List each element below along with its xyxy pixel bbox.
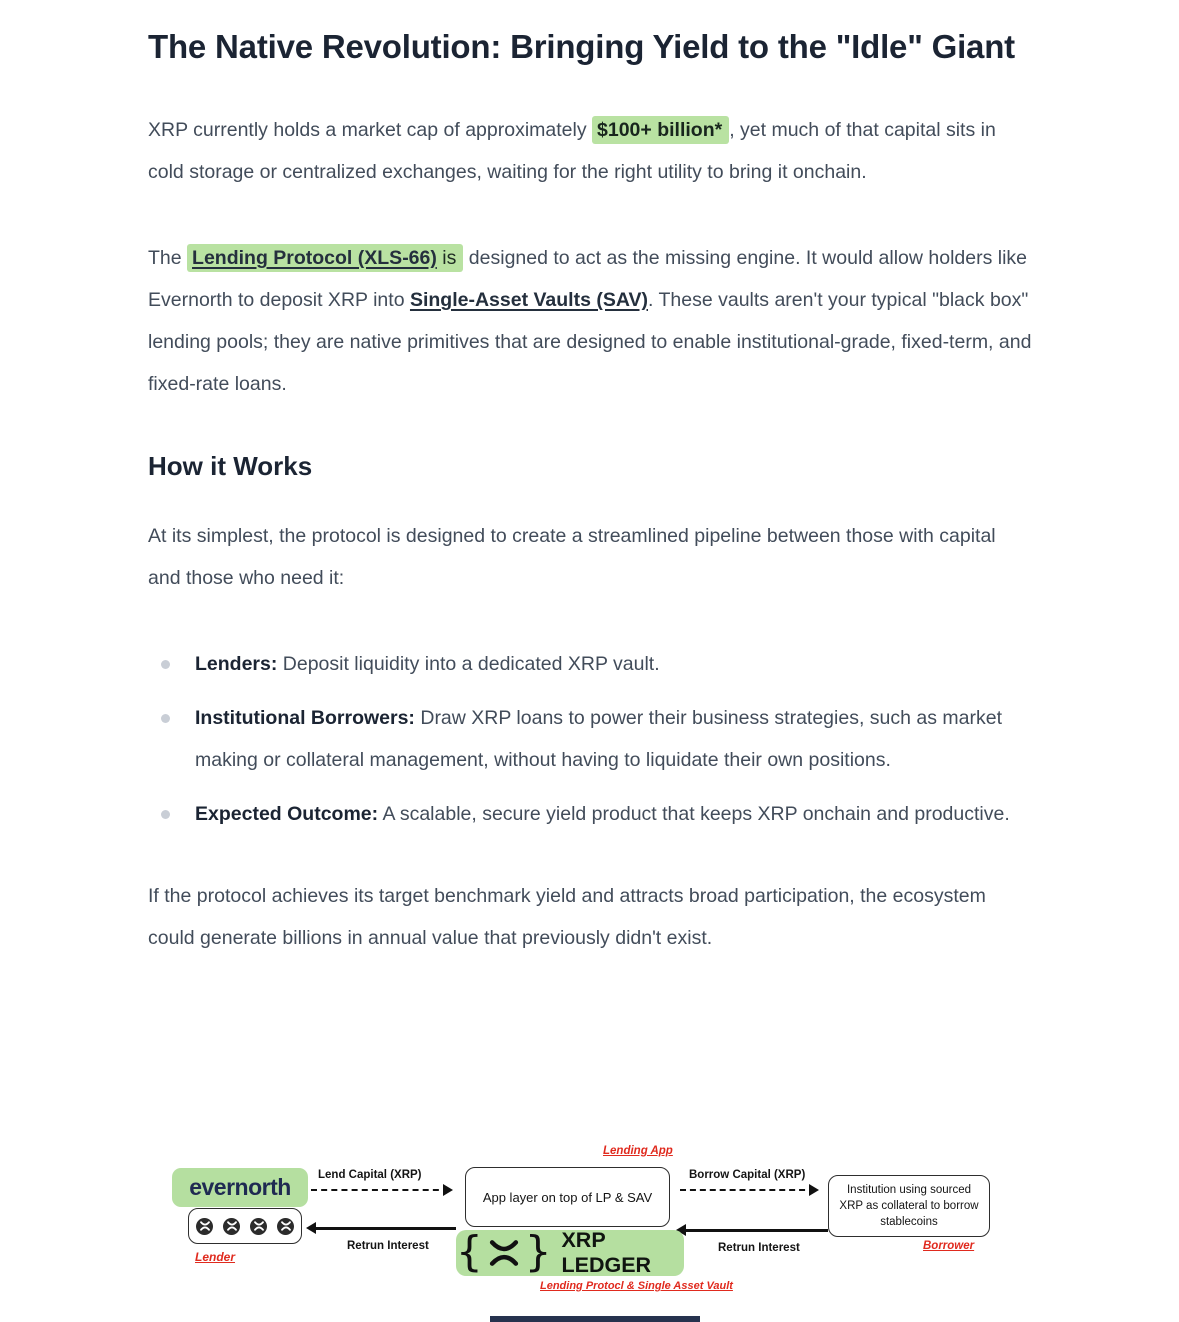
bullet-icon	[161, 810, 170, 819]
how-it-works-list	[148, 643, 1032, 835]
left-brace-icon: {	[456, 1227, 483, 1276]
lend-capital-arrow-icon	[311, 1189, 449, 1191]
lender-wallet-box	[188, 1208, 302, 1244]
right-brace-icon: }	[524, 1227, 552, 1276]
evernorth-logo: evernorth	[172, 1168, 308, 1207]
xrp-coin-icon	[277, 1218, 294, 1235]
lending-app-label: Lending App	[603, 1145, 673, 1157]
bullet-icon	[161, 660, 170, 669]
protocol-text-post: . These vaults aren't your typical "black box" lending pools; they are native primitives that are designed to enable institutional-grade, fixed-term, and fixed-rate loans.	[148, 289, 1032, 395]
xrp-x-icon	[489, 1238, 519, 1268]
outro-paragraph: If the protocol achieves its target benchmark yield and attracts broad participation, the ecosystem could generate billions in annual value that previously didn't exist.	[148, 885, 986, 949]
protocol-text-pre: The	[148, 247, 188, 269]
app-layer-box: App layer on top of LP & SAV	[465, 1167, 670, 1227]
lender-label: Lender	[195, 1250, 236, 1264]
market-cap-highlight: $100+ billion*	[592, 116, 729, 144]
list-item-expected-outcome: Expected Outcome: A scalable, secure yield product that keeps XRP onchain and productive.	[148, 793, 1032, 835]
intro-text-post: , yet much of that capital sits in cold storage or centralized exchanges, waiting for the right utility to bring it onchain.	[148, 119, 996, 183]
borrow-capital-arrow-icon	[680, 1189, 815, 1191]
xrp-coin-icon	[223, 1218, 240, 1235]
return-interest-right-arrow-icon	[680, 1229, 828, 1232]
lend-capital-label: Lend Capital (XRP)	[318, 1169, 422, 1181]
bullet-icon	[161, 714, 170, 723]
architecture-diagram	[148, 1142, 1032, 1307]
return-interest-left-label: Retrun Interest	[347, 1240, 429, 1252]
lending-protocol-highlight-tail: is	[436, 247, 457, 269]
lending-protocol-link[interactable]: Lending Protocol (XLS-66)	[192, 247, 437, 269]
section-heading-how-it-works: How it Works	[148, 451, 313, 481]
return-interest-left-arrow-icon	[310, 1227, 456, 1230]
protocol-paragraph	[148, 237, 1032, 405]
borrow-capital-label: Borrow Capital (XRP)	[689, 1169, 806, 1181]
xrp-coin-icon	[250, 1218, 267, 1235]
xrp-ledger-label: XRP LEDGER	[561, 1228, 652, 1277]
sav-link[interactable]: Single-Asset Vaults (SAV)	[409, 289, 648, 311]
lending-protocol-highlight	[187, 244, 463, 272]
return-interest-right-label: Retrun Interest	[718, 1242, 800, 1254]
intro-paragraph	[148, 109, 1032, 193]
list-item-lenders: Lenders: Deposit liquidity into a dedicated XRP vault.	[148, 643, 1032, 685]
borrower-label: Borrower	[923, 1240, 975, 1252]
xrp-coin-icon	[196, 1218, 213, 1235]
xrp-ledger-logo	[456, 1227, 684, 1277]
lending-protocol-vault-footnote: Lending Protocl & Single Asset Vault	[540, 1280, 733, 1292]
intro-text-pre: XRP currently holds a market cap of approximately	[148, 119, 593, 141]
next-section-partial-edge	[490, 1316, 700, 1322]
page-title: The Native Revolution: Bringing Yield to the "Idle" Giant	[148, 28, 1015, 65]
protocol-text-mid: designed to act as the missing engine. It would allow holders like Evernorth to deposit XRP into	[148, 247, 1028, 311]
how-it-works-intro: At its simplest, the protocol is designed to create a streamlined pipeline between those with capital and those who need it:	[148, 525, 996, 589]
list-item-institutional-borrowers: Institutional Borrowers: Draw XRP loans to power their business strategies, such as market making or collateral management, without having to liquidate their own positions.	[148, 697, 1032, 781]
institution-box: Institution using sourced XRP as collateral to borrow stablecoins	[828, 1175, 990, 1237]
